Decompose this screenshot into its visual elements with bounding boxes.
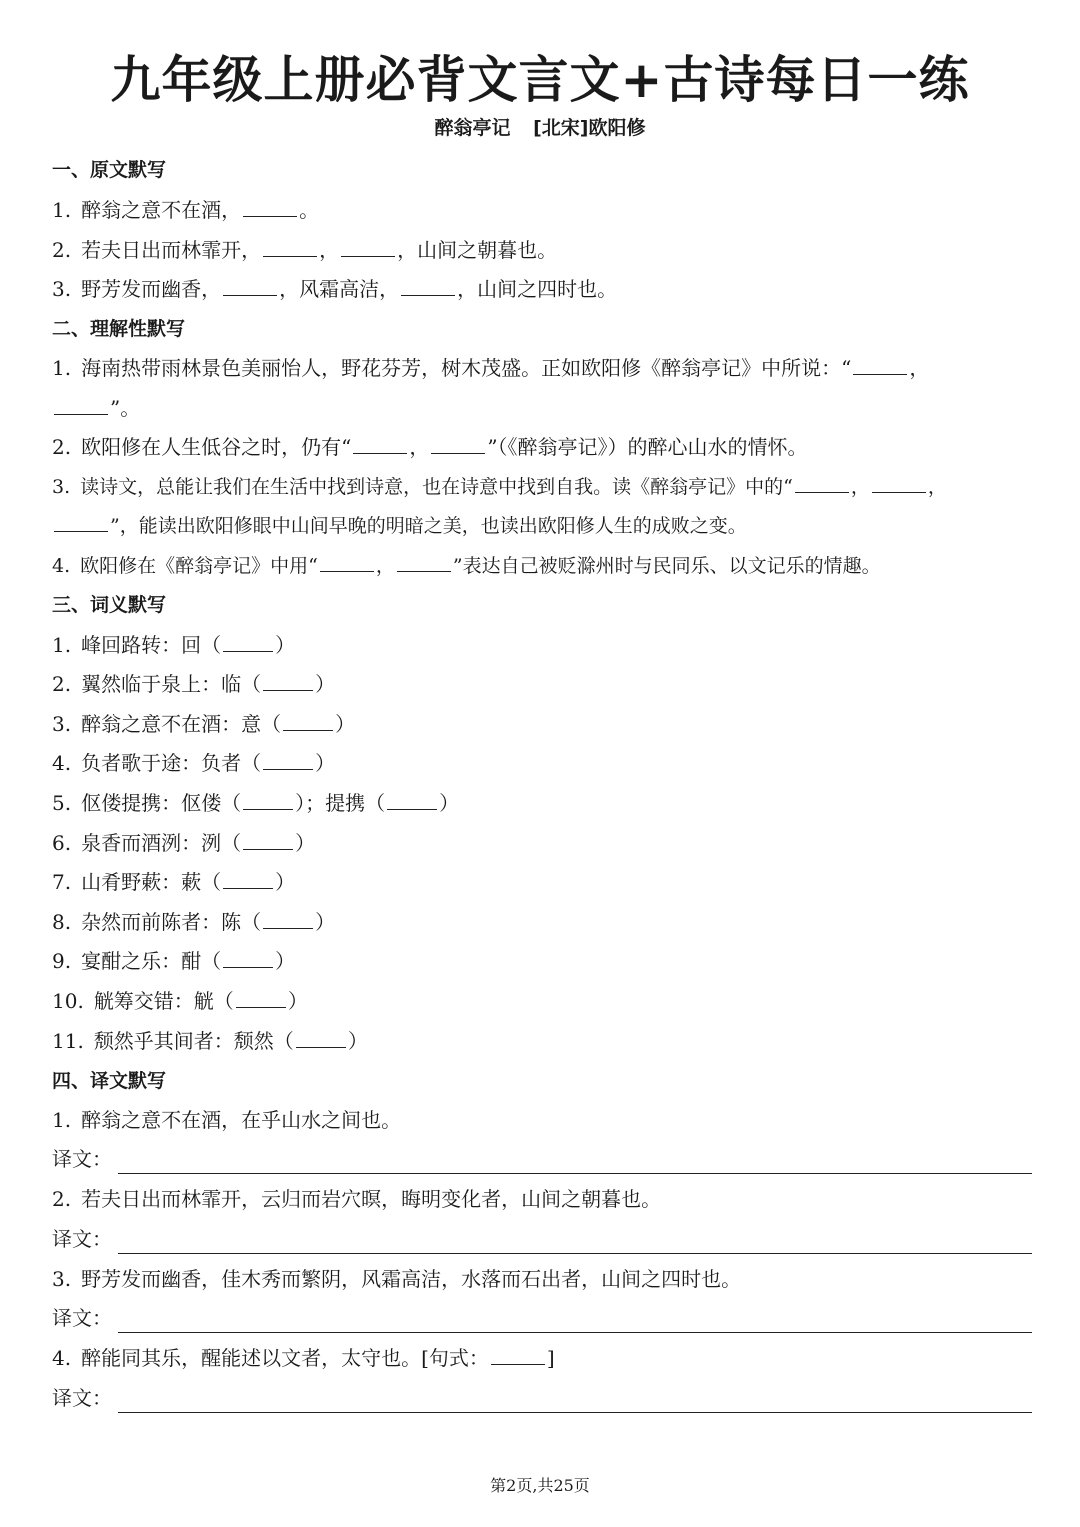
work-author: [北宋]欧阳修 <box>533 117 646 139</box>
answer-blank[interactable] <box>243 198 297 217</box>
question-text: 负者歌于途：负者（ <box>81 751 262 775</box>
question-text: ） <box>315 672 336 696</box>
answer-blank[interactable] <box>401 277 455 296</box>
question-2-4 <box>52 551 1042 581</box>
question-text: 山肴野蔌：蔌（ <box>81 870 222 894</box>
question-2-1 <box>52 353 1042 383</box>
question-number: 4. <box>52 751 72 775</box>
question-number: 2. <box>52 672 72 696</box>
answer-blank[interactable] <box>296 1029 346 1048</box>
translation-answer-line <box>52 1383 1032 1413</box>
answer-blank[interactable] <box>263 238 317 257</box>
translation-answer-line <box>52 1224 1032 1254</box>
translation-label: 译文： <box>52 1306 112 1330</box>
answer-blank[interactable] <box>491 1346 545 1365</box>
translation-sentence <box>52 1343 1042 1373</box>
section-heading-4: 四、译文默写 <box>52 1070 167 1092</box>
question-text: ， <box>909 356 930 380</box>
translation-sentence <box>52 1184 1042 1214</box>
question-number: 8. <box>52 910 72 934</box>
question-text: ”，能读出欧阳修眼中山间早晚的明暗之美，也读出欧阳修人生的成败之变。 <box>110 515 747 537</box>
answer-line[interactable] <box>118 1310 1032 1333</box>
vocab-item <box>52 828 1042 858</box>
answer-blank[interactable] <box>353 435 407 454</box>
page-number: 第2页,共25页 <box>490 1476 590 1495</box>
answer-blank[interactable] <box>341 238 395 257</box>
question-text: ，山间之四时也。 <box>457 277 618 301</box>
translation-sentence <box>52 1105 1042 1135</box>
question-text: 宴酣之乐：酣（ <box>81 949 222 973</box>
answer-blank[interactable] <box>223 277 277 296</box>
section-heading-2: 二、理解性默写 <box>52 318 186 340</box>
vocab-item <box>52 1026 1042 1056</box>
question-text: 觥筹交错：觥（ <box>93 989 234 1013</box>
question-text: 醉翁之意不在酒， <box>81 198 242 222</box>
section-heading-3: 三、词义默写 <box>52 594 167 616</box>
answer-blank[interactable] <box>223 633 273 652</box>
answer-blank[interactable] <box>387 791 437 810</box>
question-text: 伛偻提携：伛偻（ <box>81 791 242 815</box>
question-number: 1. <box>52 198 72 222</box>
question-text: 欧阳修在人生低谷之时，仍有“ <box>81 435 352 459</box>
question-text: ） <box>287 989 308 1013</box>
question-text: ，山间之朝暮也。 <box>397 238 558 262</box>
answer-blank[interactable] <box>223 949 273 968</box>
question-number: 3. <box>52 277 72 301</box>
answer-blank[interactable] <box>243 831 293 850</box>
question-text: 颓然乎其间者：颓然（ <box>93 1029 294 1053</box>
question-text: ”（《醉翁亭记》）的醉心山水的情怀。 <box>487 435 808 459</box>
question-1-3 <box>52 274 1042 304</box>
question-text: 。 <box>299 198 320 222</box>
answer-blank[interactable] <box>320 553 374 572</box>
question-number: 7. <box>52 870 72 894</box>
question-number: 2. <box>52 238 72 262</box>
answer-blank[interactable] <box>223 870 273 889</box>
question-text: ） <box>275 870 296 894</box>
answer-blank[interactable] <box>431 435 485 454</box>
question-text: 读诗文，总能让我们在生活中找到诗意，也在诗意中找到自我。读《醉翁亭记》中的“ <box>80 476 793 498</box>
vocab-item <box>52 669 1042 699</box>
translation-label: 译文： <box>52 1147 112 1171</box>
page-subtitle <box>0 114 1080 142</box>
question-text: ”表达自己被贬滁州时与民同乐、以文记乐的情趣。 <box>452 555 881 577</box>
question-text: ） <box>347 1029 368 1053</box>
question-text: 醉翁之意不在酒：意（ <box>81 712 282 736</box>
question-text: ， <box>927 476 947 498</box>
vocab-item <box>52 788 1042 818</box>
question-text: 泉香而酒洌：洌（ <box>81 831 242 855</box>
question-2-1-cont <box>52 393 1042 423</box>
question-text: 若夫日出而林霏开，云归而岩穴暝，晦明变化者，山间之朝暮也。 <box>81 1187 662 1211</box>
question-number: 4. <box>52 1346 72 1370</box>
work-title: 醉翁亭记 <box>434 117 511 139</box>
answer-line[interactable] <box>118 1151 1032 1174</box>
question-text: 野芳发而幽香，佳木秀而繁阴，风霜高洁，水落而石出者，山间之四时也。 <box>81 1267 742 1291</box>
translation-sentence <box>52 1264 1042 1294</box>
question-text: 野芳发而幽香， <box>81 277 222 301</box>
answer-blank[interactable] <box>54 396 108 415</box>
answer-line[interactable] <box>118 1231 1032 1254</box>
translation-label: 译文： <box>52 1227 112 1251</box>
question-number: 1. <box>52 633 72 657</box>
question-number: 6. <box>52 831 72 855</box>
question-text: ）；提携（ <box>295 791 386 815</box>
question-number: 2. <box>52 435 72 459</box>
question-text: ，风霜高洁， <box>279 277 400 301</box>
question-text: 翼然临于泉上：临（ <box>81 672 262 696</box>
answer-blank[interactable] <box>243 791 293 810</box>
question-number: 1. <box>52 356 72 380</box>
answer-blank[interactable] <box>853 356 907 375</box>
question-number: 3. <box>52 476 71 498</box>
question-text: ） <box>315 910 336 934</box>
question-text: 醉能同其乐，醒能述以文者，太守也。[句式： <box>81 1346 489 1370</box>
answer-blank[interactable] <box>283 712 333 731</box>
question-2-3 <box>52 472 1042 502</box>
section-heading-1: 一、原文默写 <box>52 159 167 181</box>
translation-answer-line <box>52 1144 1032 1174</box>
question-number: 10. <box>52 989 84 1013</box>
question-1-1 <box>52 195 1042 225</box>
question-text: ） <box>439 791 460 815</box>
vocab-item <box>52 709 1042 739</box>
question-text: 峰回路转：回（ <box>81 633 222 657</box>
question-number: 3. <box>52 712 72 736</box>
answer-blank[interactable] <box>397 553 451 572</box>
vocab-item <box>52 867 1042 897</box>
translation-answer-line <box>52 1303 1032 1333</box>
question-text: 海南热带雨林景色美丽怡人，野花芬芳，树木茂盛。正如欧阳修《醉翁亭记》中所说：“ <box>81 356 852 380</box>
question-2-2 <box>52 432 1042 462</box>
question-text: 杂然而前陈者：陈（ <box>81 910 262 934</box>
vocab-item <box>52 907 1042 937</box>
question-number: 2. <box>52 1187 72 1211</box>
question-2-3-cont <box>52 511 1042 541</box>
question-number: 5. <box>52 791 72 815</box>
question-text: ） <box>315 751 336 775</box>
vocab-item <box>52 946 1042 976</box>
question-text: ） <box>275 949 296 973</box>
answer-line[interactable] <box>118 1390 1032 1413</box>
question-text: ） <box>335 712 356 736</box>
question-text: 醉翁之意不在酒，在乎山水之间也。 <box>81 1108 402 1132</box>
question-number: 4. <box>52 555 71 577</box>
page-title: 九年级上册必背文言文+古诗每日一练 <box>110 51 970 109</box>
question-text: ） <box>275 633 296 657</box>
answer-blank[interactable] <box>263 751 313 770</box>
question-number: 11. <box>52 1029 84 1053</box>
question-text: ） <box>295 831 316 855</box>
question-text: 若夫日出而林霏开， <box>81 238 262 262</box>
question-text: ”。 <box>110 396 141 420</box>
vocab-item <box>52 748 1042 778</box>
vocab-item <box>52 986 1042 1016</box>
translation-label: 译文： <box>52 1386 112 1410</box>
answer-blank[interactable] <box>263 910 313 929</box>
question-text: 欧阳修在《醉翁亭记》中用“ <box>80 555 318 577</box>
question-text: ， <box>850 476 870 498</box>
question-1-2 <box>52 235 1042 265</box>
answer-blank[interactable] <box>236 989 286 1008</box>
question-text: ， <box>409 435 430 459</box>
answer-blank[interactable] <box>263 672 313 691</box>
question-text: ， <box>319 238 340 262</box>
answer-blank[interactable] <box>872 474 926 493</box>
question-number: 1. <box>52 1108 72 1132</box>
question-text: ] <box>546 1346 555 1370</box>
answer-blank[interactable] <box>795 474 849 493</box>
question-number: 3. <box>52 1267 72 1291</box>
question-number: 9. <box>52 949 72 973</box>
question-text: ， <box>375 555 395 577</box>
vocab-item <box>52 630 1042 660</box>
answer-blank[interactable] <box>54 513 108 532</box>
